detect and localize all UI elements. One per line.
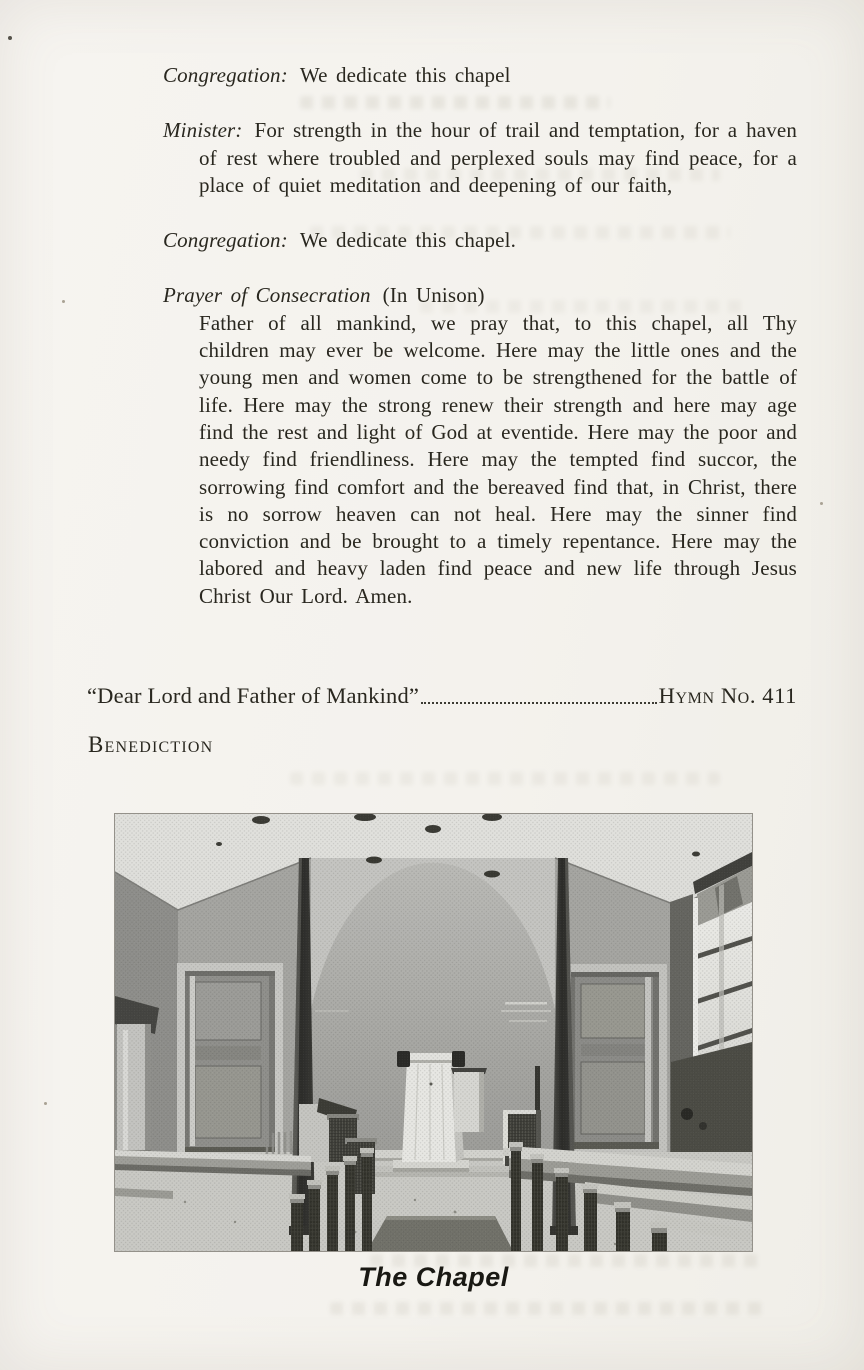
photo-caption: The Chapel (358, 1262, 509, 1292)
hymn-title: “Dear Lord and Father of Mankind” (87, 683, 420, 708)
chapel-photo (115, 814, 752, 1251)
hymn-number: Hymn No. 411 (658, 683, 797, 708)
minister-text: For strength in the hour of trail and temptation, for a haven of rest where troubled and perplexed souls may find peace, for a place of quiet meditation and deepening of our faith, (199, 118, 797, 197)
prayer-mode: (In Unison) (382, 283, 485, 308)
speaker-label: Minister: (163, 118, 243, 143)
paper-speck (820, 502, 823, 505)
minister-line (163, 117, 797, 199)
dotted-leader (421, 702, 657, 704)
speaker-label: Congregation: (163, 63, 288, 87)
prayer-title-italic: Prayer of Consecration (163, 283, 371, 308)
response-text: We dedicate this chapel. (299, 228, 516, 253)
paper-speck (44, 1102, 47, 1105)
prayer-heading (163, 282, 797, 309)
congregation-response-1 (163, 62, 797, 89)
paper-speck (8, 36, 12, 40)
congregation-response-2 (163, 227, 797, 254)
speaker-label: Congregation: (163, 228, 288, 253)
liturgy-text-block (87, 62, 797, 610)
prayer-body: Father of all mankind, we pray that, to this chapel, all Thy children may ever be welcome. Here may the little ones and the young men and women come to be strengthened for the battle of life. Here may the strong renew their strength and here may age find the rest and light of God at eventide. Here may the poor and needy find friendliness. Here may the tempted find succor, the sorrowing find comfort and the bereaved find that, in Christ, there is no sorrow heaven can not heal. Here may the sinner find conviction and be brought to a timely repentance. Here may the labored and heavy laden find peace and new life through Jesus Christ Our Lord. Amen. (199, 310, 797, 608)
benediction-heading: Benediction (88, 732, 214, 757)
show-through-smudge (330, 1302, 770, 1315)
halftone-overlay (115, 814, 752, 1251)
paper-speck (62, 300, 65, 303)
show-through-smudge (290, 772, 720, 785)
hymn-line (87, 683, 797, 709)
response-text: We dedicate this chapel (299, 63, 511, 87)
